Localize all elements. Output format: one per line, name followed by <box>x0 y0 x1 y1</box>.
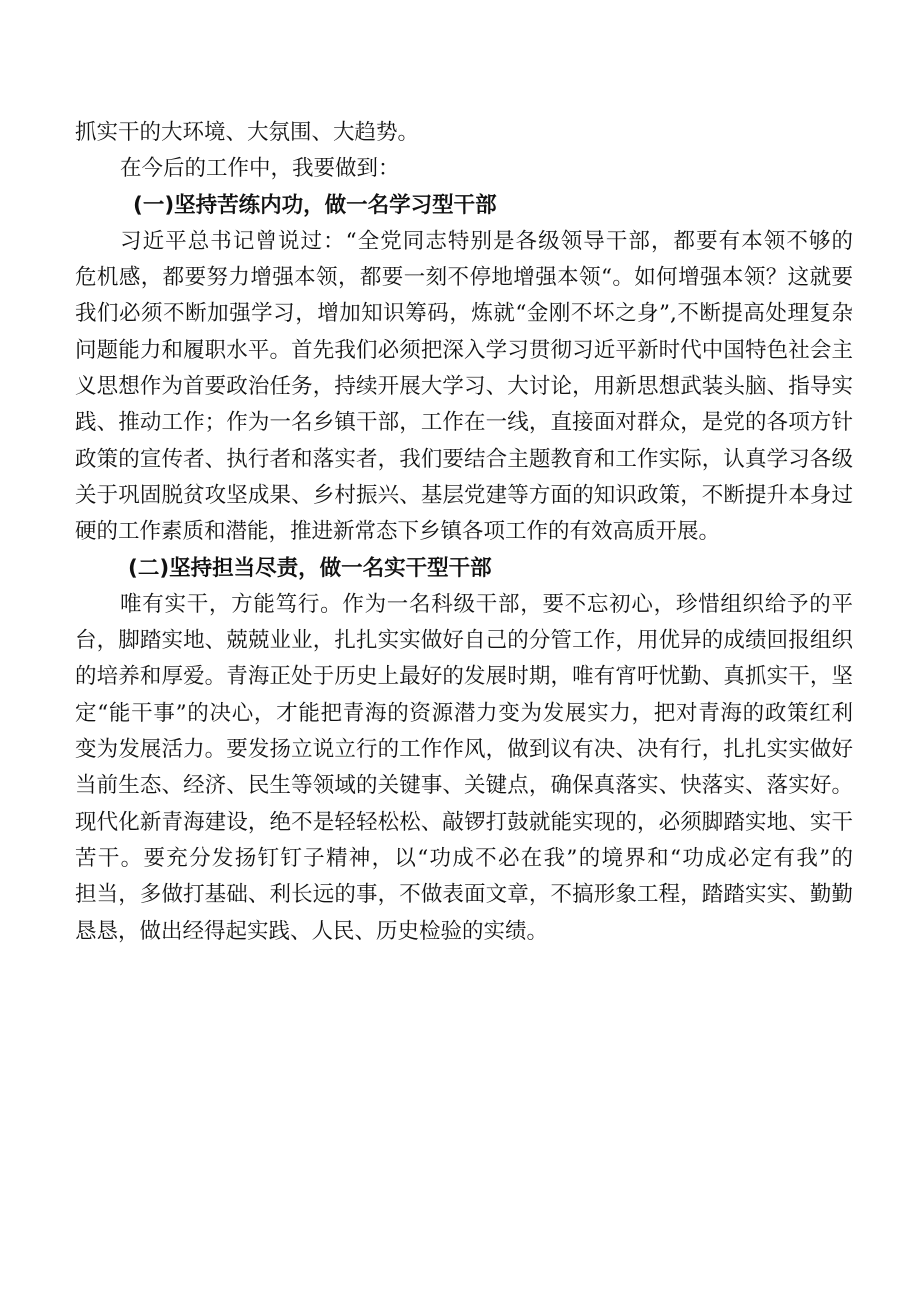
paragraph-line: 苦干。要充分发扬钉钉子精神，以“功成不必在我”的境界和“功成必定有我”的 <box>75 845 853 871</box>
section-2-heading: (二)坚持担当尽责，做一名实干型干部 <box>128 555 492 581</box>
paragraph-line: 台，脚踏实地、兢兢业业，扎扎实实做好自己的分管工作，用优异的成绩回报组织 <box>75 628 853 654</box>
paragraph-line: 政策的宣传者、执行者和落实者，我们要结合主题教育和工作实际，认真学习各级 <box>75 446 853 472</box>
lead-text: 在今后的工作中，我要做到： <box>120 156 400 182</box>
section-1-heading: (一)坚持苦练内功，做一名学习型干部 <box>133 192 497 218</box>
document-page <box>75 115 853 950</box>
paragraph-line: 硬的工作素质和潜能，推进新常态下乡镇各项工作的有效高质开展。 <box>75 519 721 545</box>
intro-tail-text: 抓实干的大环境、大氛围、大趋势。 <box>75 120 420 145</box>
section-1-body <box>75 224 853 551</box>
paragraph-line: 习近平总书记曾说过：“全党同志特别是各级领导干部，都要有本领不够的 <box>120 228 853 254</box>
paragraph-line: 我们必须不断加强学习，增加知识筹码，炼就“金刚不坏之身”,不断提高处理复杂 <box>75 301 853 327</box>
paragraph-line: 当前生态、经济、民生等领域的关键事、关键点，确保真落实、快落实、落实好。 <box>75 773 853 799</box>
paragraph-line: 的培养和厚爱。青海正处于历史上最好的发展时期，唯有宵吁忧勤、真抓实干，坚 <box>75 664 853 690</box>
section-2-body <box>75 587 853 950</box>
paragraph-line: 践、推动工作；作为一名乡镇干部，工作在一线，直接面对群众，是党的各项方针 <box>75 410 853 436</box>
paragraph-line: 定“能干事”的决心，才能把青海的资源潜力变为发展实力，把对青海的政策红利 <box>75 700 853 726</box>
paragraph-line: 现代化新青海建设，绝不是轻轻松松、敲锣打鼓就能实现的，必须脚踏实地、实干 <box>75 809 853 835</box>
paragraph-line: 义思想作为首要政治任务，持续开展大学习、大讨论，用新思想武装头脑、指导实 <box>75 374 853 400</box>
paragraph-line: 问题能力和履职水平。首先我们必须把深入学习贯彻习近平新时代中国特色社会主 <box>75 337 853 363</box>
paragraph-line: 危机感，都要努力增强本领，都要一刻不停地增强本领“。如何增强本领？这就要 <box>75 265 853 291</box>
paragraph-line: 恳恳，做出经得起实践、人民、历史检验的实绩。 <box>75 918 549 944</box>
paragraph-line: 唯有实干，方能笃行。作为一名科级干部，要不忘初心，珍惜组织给予的平 <box>120 591 853 617</box>
paragraph-line: 担当，多做打基础、利长远的事，不做表面文章，不搞形象工程，踏踏实实、勤勤 <box>75 882 853 908</box>
paragraph-line: 变为发展活力。要发扬立说立行的工作作风，做到议有决、决有行，扎扎实实做好 <box>75 737 853 763</box>
paragraph-line: 关于巩固脱贫攻坚成果、乡村振兴、基层党建等方面的知识政策，不断提升本身过 <box>75 482 853 508</box>
